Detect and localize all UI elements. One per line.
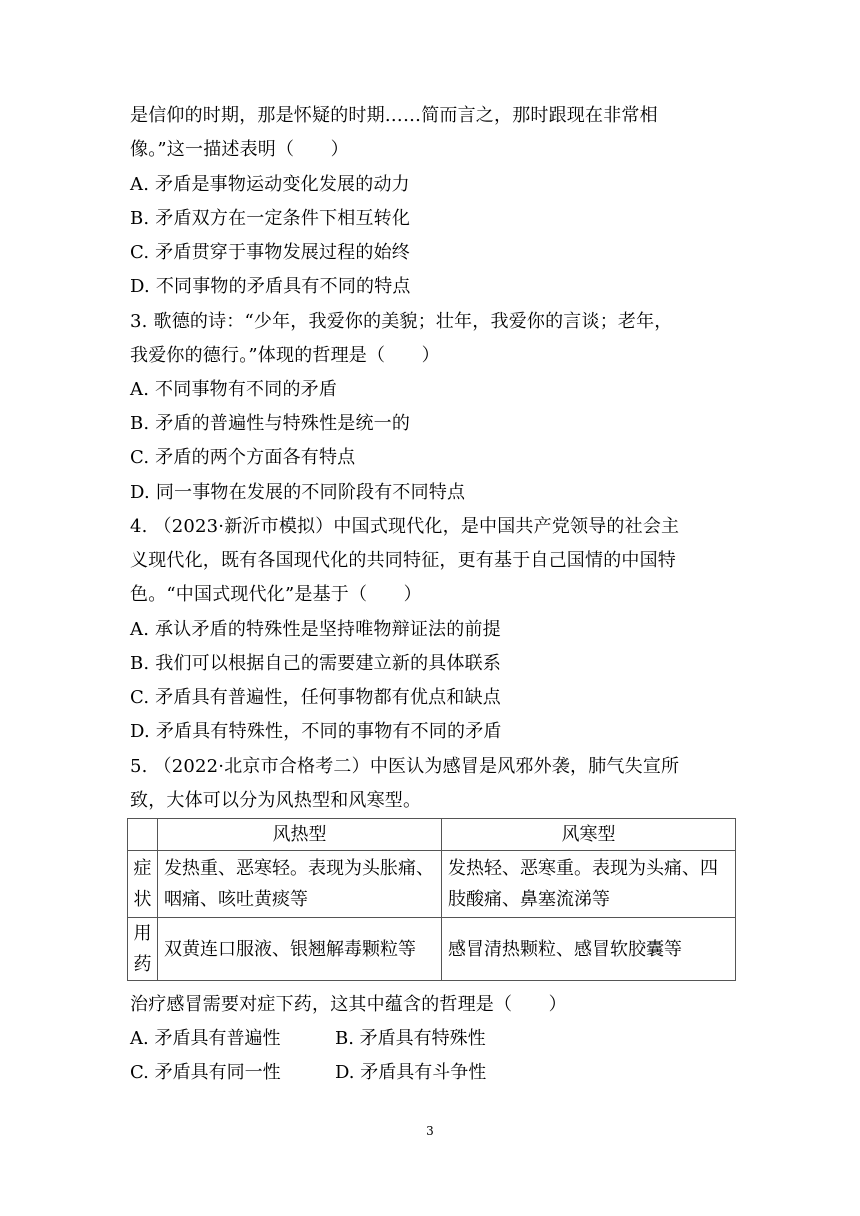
q4-option-d: D. 矛盾具有特殊性，不同的事物有不同的矛盾 bbox=[130, 721, 502, 742]
table-row bbox=[128, 918, 736, 981]
q3-option-b: B. 矛盾的普遍性与特殊性是统一的 bbox=[130, 413, 411, 434]
q2-stem-line-2: 像。”这一描述表明（ ） bbox=[130, 139, 349, 160]
page-number: 3 bbox=[426, 1124, 434, 1138]
q4-stem-line-3: 色。“中国式现代化”是基于（ ） bbox=[130, 584, 422, 605]
q4-option-b: B. 我们可以根据自己的需要建立新的具体联系 bbox=[130, 653, 502, 674]
q3-stem-line-1: 3. 歌德的诗：“少年，我爱你的美貌；壮年，我爱你的言谈；老年， bbox=[130, 311, 673, 332]
row-label-medication bbox=[128, 918, 158, 981]
q4-option-a: A. 承认矛盾的特殊性是坚持唯物辩证法的前提 bbox=[130, 619, 501, 640]
table-header-row bbox=[128, 819, 736, 851]
q2-option-b: B. 矛盾双方在一定条件下相互转化 bbox=[130, 208, 411, 229]
q5-option-d: D. 矛盾具有斗争性 bbox=[335, 1062, 487, 1083]
row-label-char: 用 bbox=[133, 923, 152, 944]
q4-option-c: C. 矛盾具有普遍性，任何事物都有优点和缺点 bbox=[130, 687, 501, 708]
q4-stem-line-1: 4. （2023·新沂市模拟）中国式现代化，是中国共产党领导的社会主 bbox=[130, 516, 680, 537]
q2-stem-line-1: 是信仰的时期，那是怀疑的时期……简而言之，那时跟现在非常相 bbox=[130, 105, 658, 126]
q5-options-row-2 bbox=[130, 1061, 486, 1085]
table-header-empty bbox=[128, 819, 158, 851]
q5-question-line: 治疗感冒需要对症下药，这其中蕴含的哲理是（ ） bbox=[130, 994, 567, 1015]
symptom-table bbox=[127, 818, 736, 981]
row-label-char: 状 bbox=[133, 889, 152, 910]
cell-wind-cold-medication: 感冒清热颗粒、感冒软胶囊等 bbox=[442, 918, 736, 981]
row-label-symptoms bbox=[128, 851, 158, 918]
q3-option-a: A. 不同事物有不同的矛盾 bbox=[130, 379, 338, 400]
table-header-wind-heat: 风热型 bbox=[158, 819, 442, 851]
q5-option-c: C. 矛盾具有同一性 bbox=[130, 1062, 281, 1083]
row-label-char: 药 bbox=[133, 954, 152, 975]
q5-stem-line-2: 致，大体可以分为风热型和风寒型。 bbox=[130, 790, 422, 811]
cell-wind-heat-medication: 双黄连口服液、银翘解毒颗粒等 bbox=[158, 918, 442, 981]
q5-option-a: A. 矛盾具有普遍性 bbox=[130, 1028, 281, 1049]
q3-option-c: C. 矛盾的两个方面各有特点 bbox=[130, 447, 356, 468]
q5-options-row-1 bbox=[130, 1027, 486, 1051]
q3-stem-line-2: 我爱你的德行。”体现的哲理是（ ） bbox=[130, 345, 440, 366]
q4-stem-line-2: 义现代化，既有各国现代化的共同特征，更有基于自己国情的中国特 bbox=[130, 550, 676, 571]
row-label-char: 症 bbox=[133, 858, 152, 879]
table-row bbox=[128, 851, 736, 918]
q2-option-a: A. 矛盾是事物运动变化发展的动力 bbox=[130, 174, 410, 195]
q3-option-d: D. 同一事物在发展的不同阶段有不同特点 bbox=[130, 482, 466, 503]
cell-wind-cold-symptoms: 发热轻、恶寒重。表现为头痛、四肢酸痛、鼻塞流涕等 bbox=[442, 851, 736, 918]
q2-option-c: C. 矛盾贯穿于事物发展过程的始终 bbox=[130, 242, 410, 263]
q2-option-d: D. 不同事物的矛盾具有不同的特点 bbox=[130, 276, 411, 297]
q5-option-b: B. 矛盾具有特殊性 bbox=[335, 1028, 486, 1049]
q5-stem-line-1: 5. （2022·北京市合格考二）中医认为感冒是风邪外袭，肺气失宣所 bbox=[130, 756, 680, 777]
cell-wind-heat-symptoms: 发热重、恶寒轻。表现为头胀痛、咽痛、咳吐黄痰等 bbox=[158, 851, 442, 918]
table-header-wind-cold: 风寒型 bbox=[442, 819, 736, 851]
